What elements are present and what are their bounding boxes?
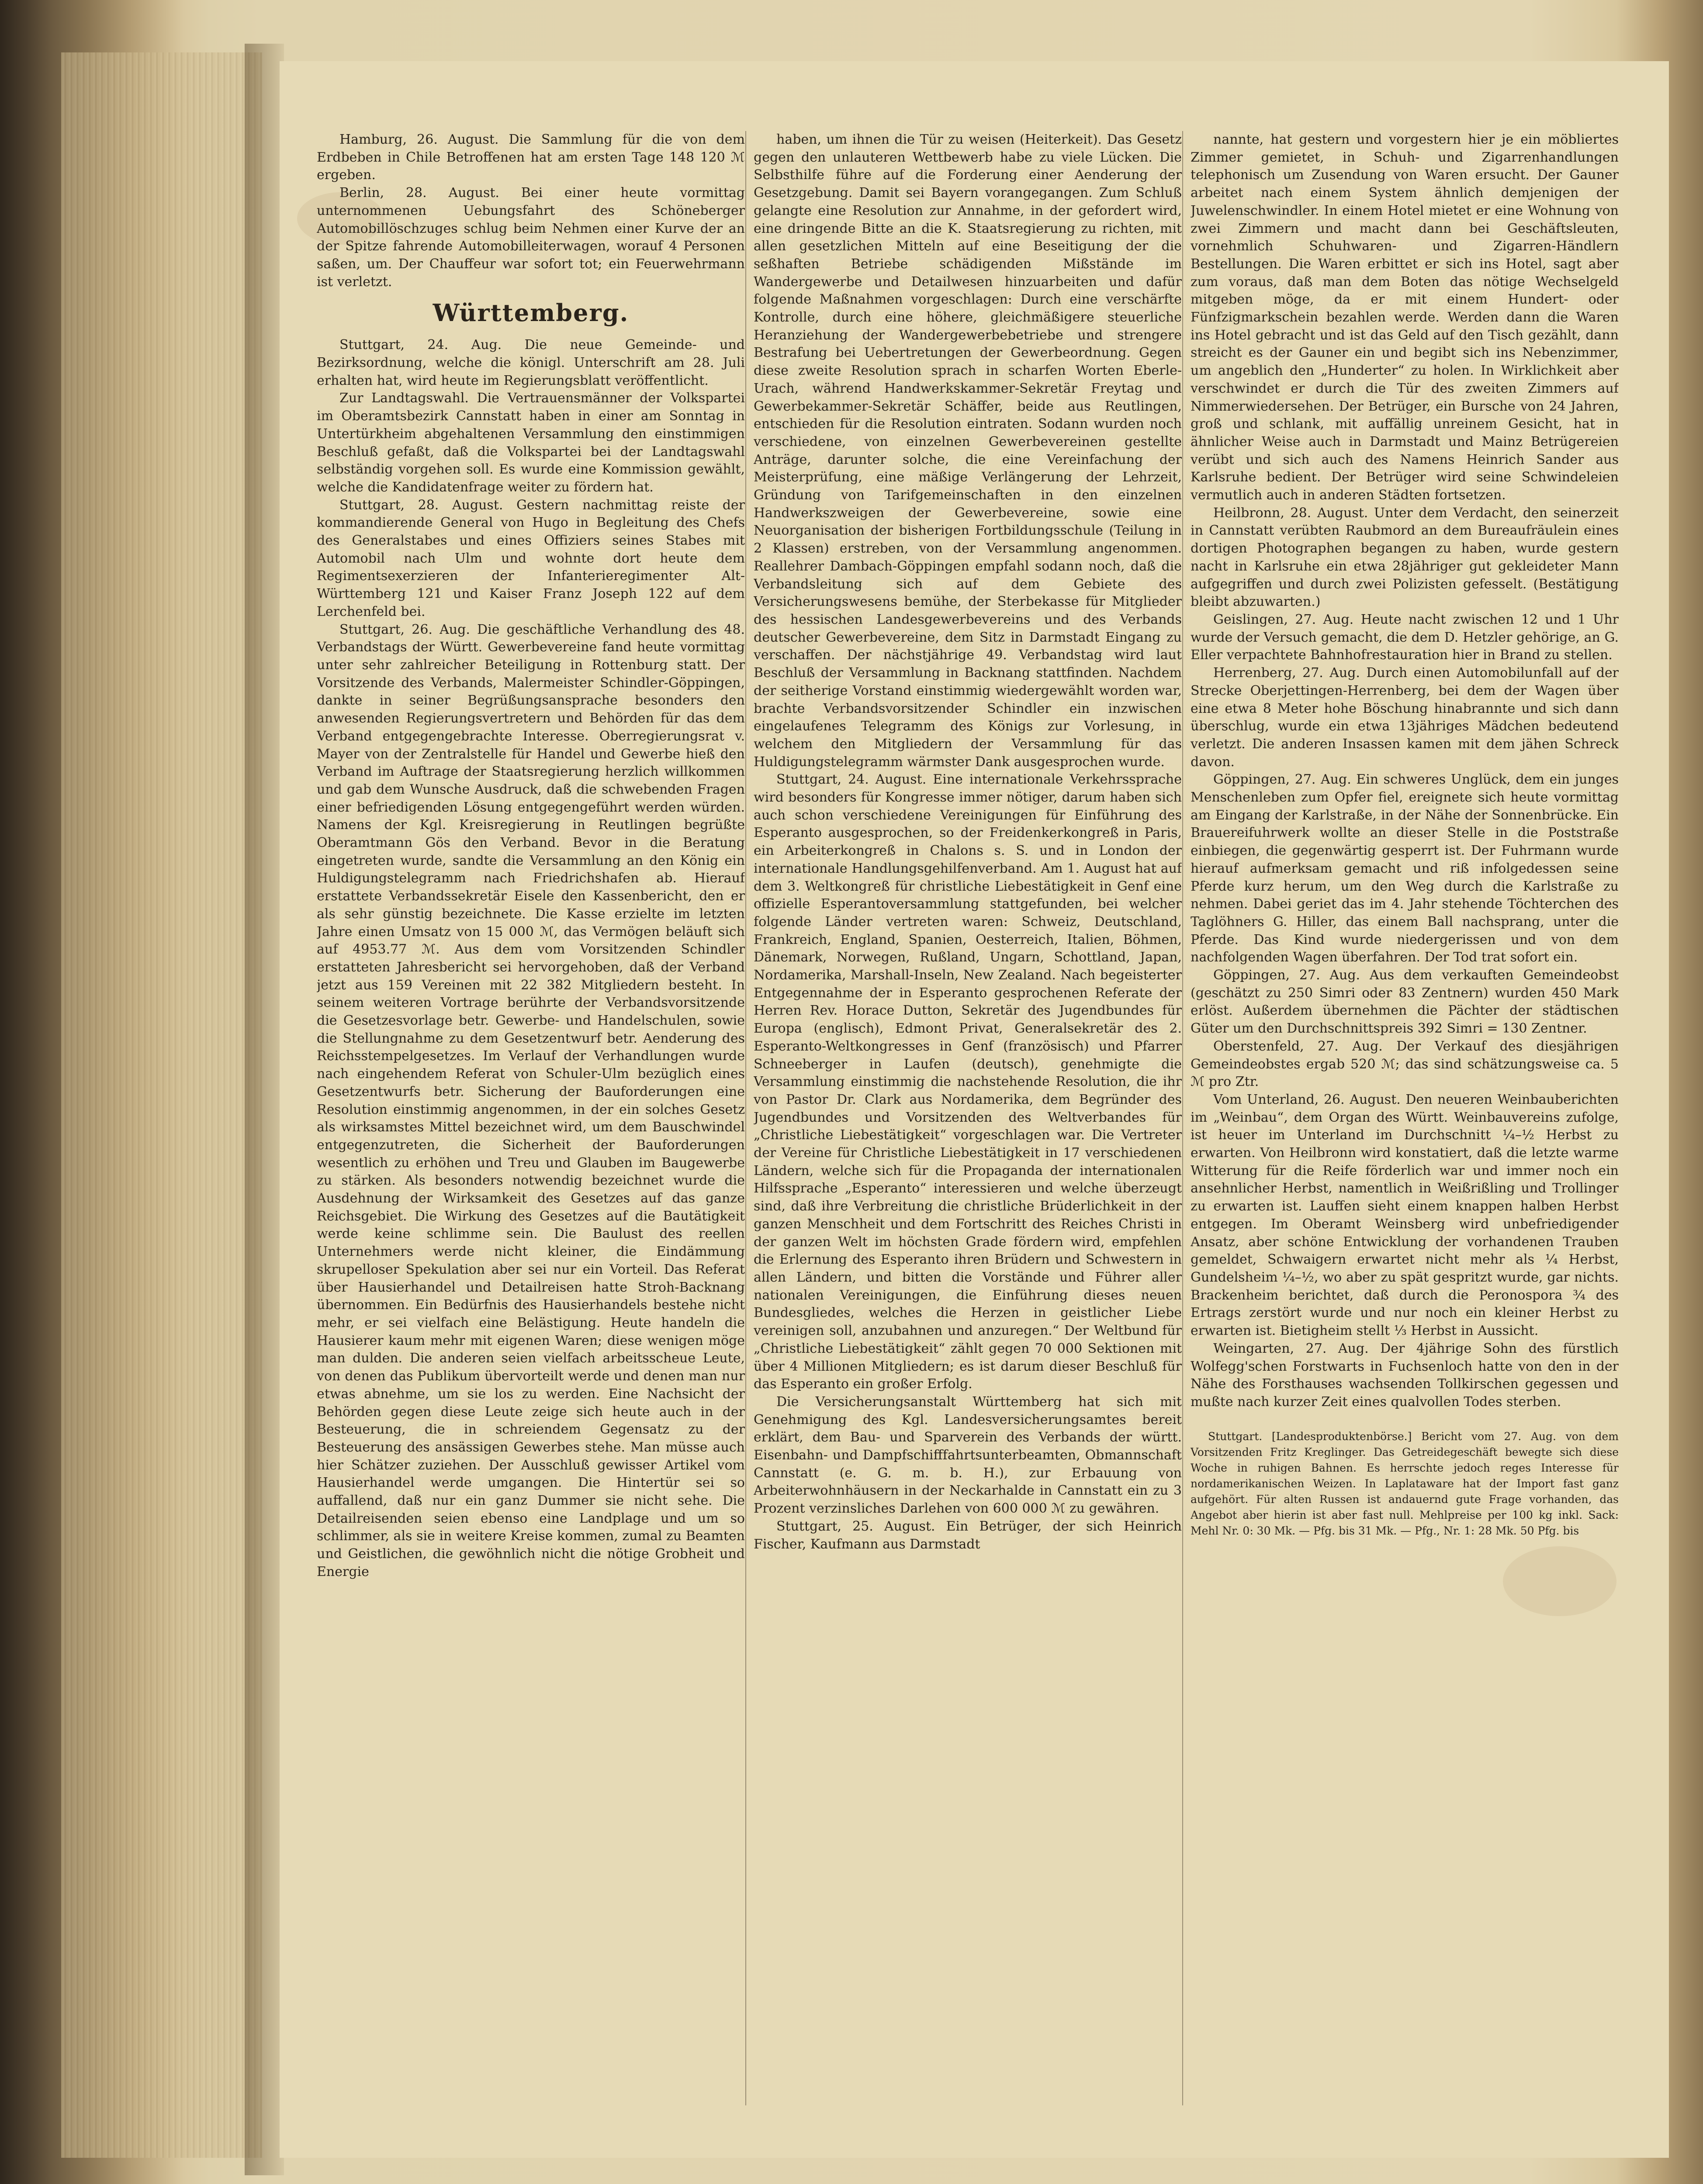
column-rule <box>1182 131 1183 2105</box>
article-weingarten: Weingarten, 27. Aug. Der 4jährige Sohn des fürstlich Wolfegg'schen Forstwarts in Fuchsenloch hatte von den in der Nähe des Forsthauses wachsenden Tollkirschen gegessen und mußte nach kurzer Zeit eines qualvollen Todes sterben. <box>1191 1341 1619 1410</box>
article-hamburg: Hamburg, 26. August. Die Sammlung für die von dem Erdbeben in Chile Betroffenen hat am ersten Tage 148 120 ℳ ergeben. <box>317 132 745 183</box>
market-report-text: Stuttgart. [Landesproduktenbörse.] Bericht vom 27. Aug. von dem Vorsitzenden Fritz Kreglinger. Das Getreidegeschäft bewegte sich diese Woche in ruhigen Bahnen. Es herrschte jedoch reges Interesse für nordamerikanischen Weizen. In Laplataware hat der Import fast ganz aufgehört. Für alten Russen ist andauernd gute Frage vorhanden, das Angebot aber hierin ist aber fast null. Mehlpreise per 100 kg inkl. Sack: Mehl Nr. 0: 30 Mk. — Pfg. bis 31 Mk. — Pfg., Nr. 1: 28 Mk. 50 Pfg. bis <box>1191 1430 1619 1537</box>
book-gutter <box>245 44 284 2175</box>
column-3 <box>1191 131 1619 2114</box>
article-betrueger: Stuttgart, 25. August. Ein Betrüger, der sich Heinrich Fischer, Kaufmann aus Darmstadt <box>754 1518 1182 1552</box>
article-berlin: Berlin, 28. August. Bei einer heute vormittag unternommenen Uebungsfahrt des Schöneberger Automobillöschzuges schlug beim Nehmen einer Kurve der an der Spitze fahrende Automobilleiterwagen, worauf 4 Personen saßen, um. Der Chauffeur war sofort tot; ein Feuerwehrmann ist verletzt. <box>317 185 745 290</box>
section-heading: Württemberg. <box>433 299 629 327</box>
article-stuttgart-verbandstag: Stuttgart, 26. Aug. Die geschäftliche Verhandlung des 48. Verbandstags der Württ. Gewerbevereine fand heute vormittag unter sehr zahlreicher Beteiligung in Rottenburg statt. Der Vorsitzende des Verbands, Malermeister Schindler-Göppingen, dankte in seiner Begrüßungsansprache besonders den anwesenden Regierungsvertretern und Behörden für das dem Verband entgegengebrachte Interesse. Oberregierungsrat v. Mayer von der Zentralstelle für Handel und Gewerbe hieß den Verband im Auftrage der Staatsregierung herzlich willkommen und gab dem Wunsche Ausdruck, daß die schwebenden Fragen einer befriedigenden Lösung entgegengeführt werden würden. Namens der Kgl. Kreisregierung in Reutlingen begrüßte Oberamtmann Gös den Verband. Bevor in die Beratung eingetreten wurde, sandte die Versammlung an den König ein Huldigungstelegramm nach Friedrichshafen ab. Hierauf erstattete Verbandssekretär Eisele den Kassenbericht, den er als sehr günstig bezeichnete. Die Kasse erzielte im letzten Jahre einen Umsatz von 15 000 ℳ, das Vermögen beläuft sich auf 4953.77 ℳ. Aus dem vom Vorsitzenden Schindler erstatteten Jahresbericht sei hervorgehoben, daß der Verband jetzt aus 159 Vereinen mit 22 382 Mitgliedern besteht. In seinem weiteren Vortrage berührte der Verbandsvorsitzende die Gesetzesvorlage betr. Gewerbe- und Handelschulen, sowie die Stellungnahme zu dem Gesetzentwurf betr. Aenderung des Reichsstempelgesetzes. Im Verlauf der Verhandlungen wurde nach eingehendem Referat von Schuler-Ulm bezüglich eines Gesetzentwurfs betr. Sicherung der Bauforderungen eine Resolution einstimmig angenommen, in der ein solches Gesetz als wirksamstes Mittel bezeichnet wird, um dem Bauschwindel entgegenzutreten, die Sicherheit der Bauforderungen wesentlich zu erhöhen und Treu und Glauben im Baugewerbe zu stärken. Als besonders notwendig bezeichnet wurde die Ausdehnung der Wirksamkeit des Gesetzes auf das ganze Reichsgebiet. Die Wirkung des Gesetzes auf die Bautätigkeit werde keine schlimme sein. Die Baulust des reellen Unternehmers werde nicht kleiner, die Eindämmung skrupelloser Spekulation aber sei nur ein Vorteil. Das Referat über Hausierhandel und Detailreisen hatte Stroh-Backnang übernommen. Ein Bedürfnis des Hausierhandels bestehe nicht mehr, er sei vielfach eine Belästigung. Heute handeln die Hausierer kaum mehr mit eigenen Waren; diese wenigen möge man dulden. Die anderen seien vielfach arbeitsscheue Leute, von denen das Publikum übervorteilt werde und denen man nur etwas abnehme, um sie los zu werden. Eine Nachsicht der Behörden gegen diese Leute zeige sich heute auch in der Besteuerung, die in schreiendem Gegensatz zu der Besteuerung des ansässigen Gewerbes stehe. Man müsse auch hier Schätzer zuziehen. Der Ausschluß gewisser Artikel vom Hausierhandel werde umgangen. Die Hintertür sei so auffallend, daß nur ein ganz Dummer sie nicht sehe. Die Detailreisenden seien ebenso eine Landplage und um so schlimmer, als sie in weitere Kreise kommen, zumal zu Beamten und Geistlichen, die gewöhnlich nicht die nötige Grobheit und Energie <box>317 622 745 1579</box>
article-landtagswahl: Zur Landtagswahl. Die Vertrauensmänner der Volkspartei im Oberamtsbezirk Cannstatt haben in einer am Sonntag in Untertürkheim abgehaltenen Versammlung den einstimmigen Beschluß gefaßt, daß die Volkspartei bei der Landtagswahl selbständig vorgehen soll. Es wurde eine Kommission gewählt, welche die Kandidatenfrage weiter zu fördern hat. <box>317 390 745 495</box>
article-heilbronn: Heilbronn, 28. August. Unter dem Verdacht, den seinerzeit in Cannstatt verübten Raubmord an dem Bureaufräulein eines dortigen Photographen begangen zu haben, wurde gestern nacht in Karlsruhe ein etwa 28jähriger gut gekleideter Mann aufgegriffen und durch zwei Polizisten gefesselt. (Bestätigung bleibt abzuwarten.) <box>1191 505 1619 610</box>
article-esperanto: Stuttgart, 24. August. Eine internationale Verkehrssprache wird besonders für Kongresse immer nötiger, darum haben sich auch schon verschiedene Vereinigungen für Einführung des Esperanto ausgesprochen, so der Freidenkerkongreß in Paris, ein Arbeiterkongreß in Chalons s. S. und in London der internationale Handlungsgehilfenverband. Am 1. August hat auf dem 3. Weltkongreß für christliche Liebestätigkeit in Genf eine offizielle Esperantoversammlung stattgefunden, bei welcher folgende Länder vertreten waren: Schweiz, Deutschland, Frankreich, England, Spanien, Oesterreich, Italien, Böhmen, Dänemark, Norwegen, Rußland, Ungarn, Schottland, Japan, Nordamerika, Marshall-Inseln, New Zealand. Nach begeisterter Entgegennahme der in Esperanto gesprochenen Referate der Herren Rev. Horace Dutton, Sekretär des Jugendbundes für Europa (englisch), Edmont Privat, Generalsekretär des 2. Esperanto-Weltkongresses in Genf (französisch) und Pfarrer Schneeberger in Laufen (deutsch), genehmigte die Versammlung einstimmig die nachstehende Resolution, die ihr von Pastor Dr. Clark aus Nordamerika, dem Begründer des Jugendbundes und Vorsitzenden des Weltverbandes für „Christliche Liebestätigkeit“ vorgeschlagen war. Die Vertreter der Vereine für Christliche Liebestätigkeit in 17 verschiedenen Ländern, welche sich für die Propaganda der internationalen Hilfssprache „Esperanto“ interessieren und welche überzeugt sind, daß ihre Verbreitung die christliche Brüderlichkeit in der ganzen Menschheit und dem Fortschritt des Reiches Christi in der ganzen Welt im höchsten Grade fördern wird, empfehlen die Erlernung des Esperanto ihren Brüdern und Schwestern in allen Ländern, und bitten die Vorstände und Führer aller nationalen Vereinigungen, die Einführung dieses neuen Bundesgliedes, welches die Herzen in geistlicher Liebe vereinigen soll, anzubahnen und anzuregen.“ Der Weltbund für „Christliche Liebestätigkeit“ zählt gegen 70 000 Sektionen mit über 4 Millionen Mitgliedern; es ist darum dieser Beschluß für das Esperanto ein großer Erfolg. <box>754 772 1182 1392</box>
newspaper-page <box>280 61 1669 2158</box>
article-herrenberg: Herrenberg, 27. Aug. Durch einen Automobilunfall auf der Strecke Oberjettingen-Herrenberg, bei dem der Wagen über eine etwa 8 Meter hohe Böschung hinabrannte und sich dann überschlug, wurde ein etwa 13jähriges Mädchen bedeutend verletzt. Die anderen Insassen kamen mit dem jähen Schreck davon. <box>1191 665 1619 770</box>
article-goeppingen-obst: Göppingen, 27. Aug. Aus dem verkauften Gemeindeobst (geschätzt zu 250 Simri oder 83 Zentnern) wurden 450 Mark erlöst. Außerdem übernehmen die Pächter der städtischen Güter um den Durchschnittspreis 392 Simri = 130 Zentner. <box>1191 968 1619 1037</box>
article-gauner: nannte, hat gestern und vorgestern hier je ein möbliertes Zimmer gemietet, in Schuh- und Zigarrenhandlungen telephonisch um Zusendung von Waren ersucht. Der Gauner arbeitet nach einem System ähnlich demjenigen der Juwelenschwindler. In einem Hotel mietet er eine Wohnung von zwei Zimmern und macht dann bei Geschäftsleuten, vornehmlich Schuhwaren- und Zigarren-Händlern Bestellungen. Die Waren erbittet er sich ins Hotel, sagt aber zum voraus, daß man dem Boten das nötige Wechselgeld mitgeben möge, da er mit einem Hundert- oder Fünfzigmarkschein bezahlen werde. Werden dann die Waren ins Hotel gebracht und ist das Geld auf den Tisch gezählt, dann streicht es der Gauner ein und begibt sich ins Nebenzimmer, um angeblich den „Hunderter“ zu holen. In Wirklichkeit aber verschwindet er durch die Tür des zweiten Zimmers auf Nimmerwiedersehen. Der Betrüger, ein Bursche von 24 Jahren, groß und schlank, mit auffällig unreinem Gesicht, hat in ähnlicher Weise auch in Darmstadt und Mainz Betrügereien verübt und sich auch des Namens Heinrich Sander aus Karlsruhe bedient. Der Betrüger wird seine Schwindeleien vermutlich auch in anderen Städten fortsetzen. <box>1191 132 1619 503</box>
article-unterland: Vom Unterland, 26. August. Den neueren Weinbauberichten im „Weinbau“, dem Organ des Württ. Weinbauvereins zufolge, ist heuer im Unterland im Durchschnitt ¼–½ Herbst zu erwarten. Von Heilbronn wird konstatiert, daß die letzte warme Witterung für die Reife förderlich war und immer noch ein ansehnlicher Herbst, namentlich in Weißrißling und Trollinger zu erwarten ist. Lauffen sieht einem knappen halben Herbst entgegen. Im Oberamt Weinsberg wird unbefriedigender Ansatz, aber schöne Entwicklung der vorhandenen Trauben gemeldet, Schwaigern erwartet nicht mehr als ¼ Herbst, Gundelsheim ¼–½, wo aber zu spät gespritzt wurde, gar nichts. Brackenheim berichtet, daß durch die Peronospora ¾ des Ertrags zerstört wurde und nur noch ein kleiner Herbst zu erwarten ist. Bietigheim stellt ⅓ Herbst in Aussicht. <box>1191 1092 1619 1339</box>
article-versicherungsanstalt: Die Versicherungsanstalt Württemberg hat sich mit Genehmigung des Kgl. Landesversicherungsamtes bereit erklärt, dem Bau- und Sparverein des Verbands der württ. Eisenbahn- und Dampfschifffahrtsunterbeamten, Obmannschaft Cannstatt (e. G. m. b. H.), zur Erbauung von Arbeiterwohnhäusern in der Neckarhalde in Cannstatt ein zu 3 Prozent verzinsliches Darlehen von 600 000 ℳ zu gewähren. <box>754 1394 1182 1517</box>
article-oberstenfeld: Oberstenfeld, 27. Aug. Der Verkauf des diesjährigen Gemeindeobstes ergab 520 ℳ; das sind schätzungsweise ca. 5 ℳ pro Ztr. <box>1191 1038 1619 1090</box>
article-stuttgart-gemeindeordnung: Stuttgart, 24. Aug. Die neue Gemeinde- und Bezirksordnung, welche die königl. Unterschrift am 28. Juli erhalten hat, wird heute im Regierungsblatt veröffentlicht. <box>317 337 745 388</box>
article-stuttgart-general: Stuttgart, 28. August. Gestern nachmittag reiste der kommandierende General von Hugo in Begleitung des Chefs des Generalstabes und eines Offiziers seines Stabes mit Automobil nach Ulm und wohnte dort heute dem Regimentsexerzieren der Infanterieregimenter Alt-Württemberg 121 und Kaiser Franz Joseph 122 auf dem Lerchenfeld bei. <box>317 497 745 619</box>
article-goeppingen-unglueck: Göppingen, 27. Aug. Ein schweres Unglück, dem ein junges Menschenleben zum Opfer fiel, ereignete sich heute vormittag am Eingang der Karlstraße, in der Nähe der Sonnenbrücke. Ein Brauereifuhrwerk wollte an dieser Stelle in die Poststraße einbiegen, die gegenwärtig gesperrt ist. Der Fuhrmann wurde hierauf aufmerksam gemacht und riß infolgedessen seine Pferde kurz herum, um den Weg durch die Karlstraße zu nehmen. Dabei geriet das im 4. Jahr stehende Töchterchen des Taglöhners G. Hiller, das einem Ball nachsprang, unter die Pferde. Das Kind wurde niedergerissen und von dem nachfolgenden Wagen überfahren. Der Tod trat sofort ein. <box>1191 772 1619 965</box>
article-continued: haben, um ihnen die Tür zu weisen (Heiterkeit). Das Gesetz gegen den unlauteren Wettbewerb habe zu viele Lücken. Die Selbsthilfe führe auf die Forderung einer Aenderung der Gesetzgebung. Damit sei Bayern vorangegangen. Zum Schluß gelangte eine Resolution zur Annahme, in der gefordert wird, eine dringende Bitte an die K. Staatsregierung zu richten, mit allen gesetzlichen Mitteln auf eine Beseitigung der die seßhaften Betriebe schädigenden Mißstände im Wandergewerbe und Detailwesen hinzuarbeiten und dafür folgende Maßnahmen vorgeschlagen: Durch eine verschärfte Kontrolle, durch eine höhere, gleichmäßigere steuerliche Heranziehung der Wandergewerbebetriebe und strengere Bestrafung bei Uebertretungen der Gewerbeordnung. Gegen diese zweite Resolution sprach in scharfen Worten Eberle-Urach, während Handwerkskammer-Sekretär Freytag und Gewerbekammer-Sekretär Schäffer, beide aus Reutlingen, entschieden für die Resolution eintraten. Sodann wurden noch verschiedene, von einzelnen Gewerbevereinen gestellte Anträge, darunter solche, die eine Vereinfachung der Meisterprüfung, eine mäßige Verlängerung der Lehrzeit, Gründung von Tarifgemeinschaften in den einzelnen Handwerkszweigen der Gewerbevereine, sowie eine Neuorganisation der bisherigen Fortbildungsschule (Teilung in 2 Klassen) erstreben, von der Versammlung angenommen. Reallehrer Dambach-Göppingen empfahl sodann noch, daß die Verbandsleitung sich auf dem Gebiete des Versicherungswesens bemühe, der Sterbekasse für Mitglieder des hessischen Landesgewerbevereins und des Verbands deutscher Gewerbevereine, dem Sitz in Darmstadt Eingang zu verschaffen. Der nächstjährige 49. Verbandstag wird laut Beschluß der Versammlung in Backnang stattfinden. Nachdem der seitherige Vorstand einstimmig wiedergewählt worden war, brachte Verbandsvorsitzender Schindler ein inzwischen eingelaufenes Telegramm des Königs zur Vorlesung, in welchem den Mitgliedern der Versammlung für das Huldigungstelegramm wärmster Dank ausgesprochen wurde. <box>754 132 1182 770</box>
market-report <box>1191 1429 1619 1539</box>
book-page-edges <box>61 52 262 2158</box>
column-2 <box>754 131 1182 2114</box>
column-rule <box>745 131 746 2105</box>
column-1 <box>317 131 745 2114</box>
article-geislingen: Geislingen, 27. Aug. Heute nacht zwischen 12 und 1 Uhr wurde der Versuch gemacht, die dem D. Hetzler gehörige, an G. Eller verpachtete Bahnhofrestauration hier in Brand zu stellen. <box>1191 612 1619 663</box>
